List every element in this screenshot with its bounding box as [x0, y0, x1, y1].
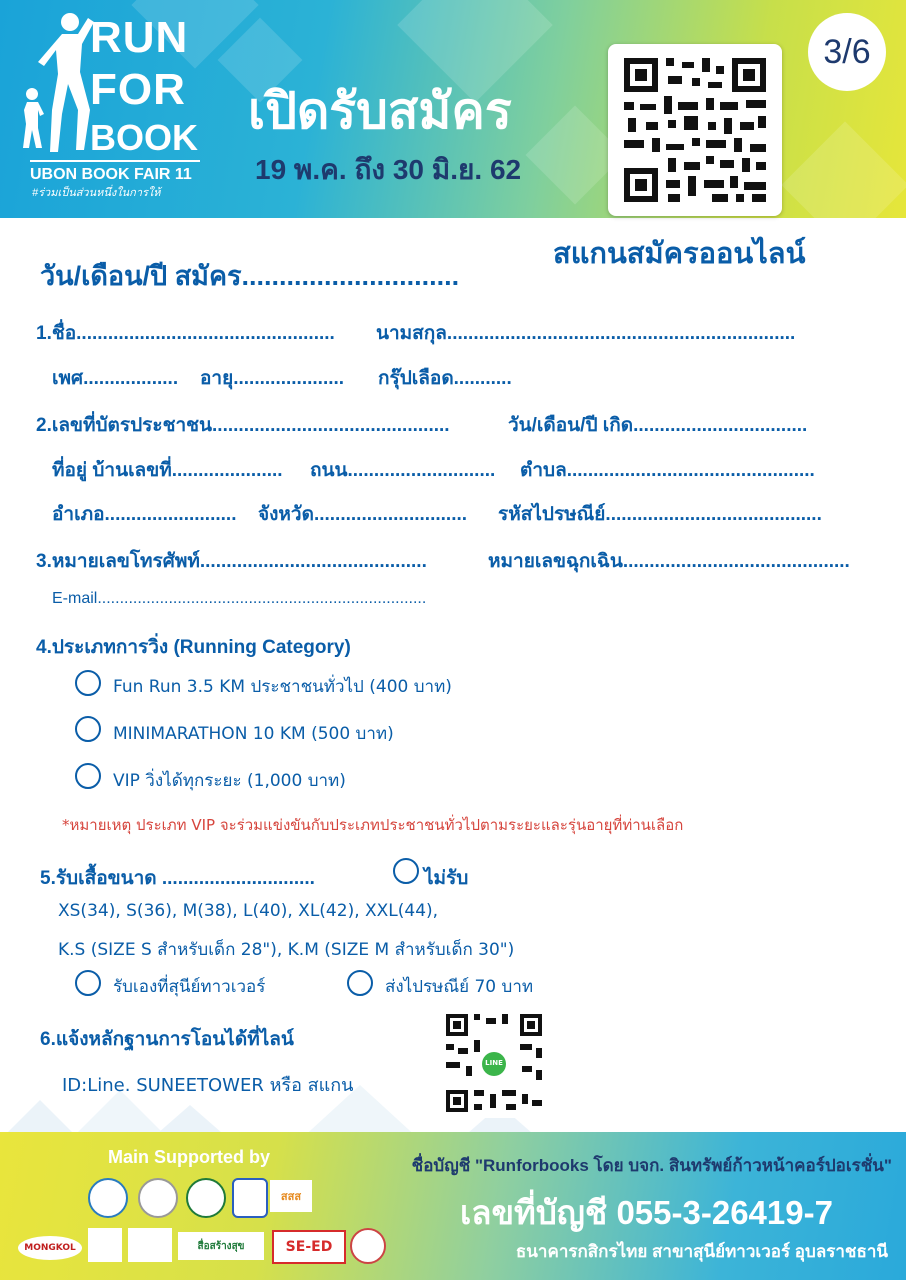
transfer-proof-title: 6.แจ้งหลักฐานการโอนได้ที่ไลน์	[40, 1029, 294, 1050]
postcode-field: รหัสไปรษณีย์.........................................	[498, 504, 822, 525]
sponsor-logo-4	[232, 1178, 268, 1218]
sponsor-logo-se-ed: SE-ED	[272, 1230, 346, 1264]
logo-divider	[30, 160, 200, 162]
sponsor-logo-sss: สสส	[270, 1180, 312, 1212]
kids-sizes-text: K.S (SIZE S สำหรับเด็ก 28"), K.M (SIZE M สำหรับเด็ก 30")	[58, 940, 515, 960]
online-registration-qr-code[interactable]	[608, 44, 782, 216]
page-number-badge: 3/6	[808, 13, 886, 91]
sponsor-logo-2	[138, 1178, 178, 1218]
no-shirt-radio[interactable]	[393, 858, 419, 884]
sponsor-logo-3	[186, 1178, 226, 1218]
sponsor-logo-7	[350, 1228, 386, 1264]
fun-run-label: Fun Run 3.5 KM ประชาชนทั่วไป (400 บาท)	[113, 677, 452, 697]
district-field: อำเภอ.........................	[52, 504, 237, 525]
sponsor-logo-mongkol: MONGKOL	[18, 1236, 82, 1260]
sponsor-logo-1	[88, 1178, 128, 1218]
email-field: E-mail..........................................................................	[52, 590, 427, 607]
supported-by-title: Main Supported by	[108, 1147, 270, 1167]
page-title: เปิดรับสมัคร	[248, 83, 512, 139]
post-delivery-label: ส่งไปรษณีย์ 70 บาท	[385, 977, 534, 997]
vip-note: *หมายเหตุ ประเภท VIP จะร่วมแข่งขันกับประเภทประชาชนทั่วไปตามระยะและรุ่นอายุที่ท่านเลือก	[62, 816, 684, 834]
no-shirt-label: ไม่รับ	[424, 868, 469, 889]
account-name: ชื่อบัญชี "Runforbooks โดย บจก. สินทรัพย์ก้าวหน้าคอร์ปอเรชั่น"	[411, 1156, 892, 1175]
vip-radio[interactable]	[75, 763, 101, 789]
minimarathon-radio[interactable]	[75, 716, 101, 742]
shirt-size-field: 5.รับเสื้อขนาด .............................	[40, 868, 315, 889]
minimarathon-label: MINIMARATHON 10 KM (500 บาท)	[113, 724, 394, 744]
sponsor-logo-health: สื่อสร้างสุข	[178, 1232, 264, 1260]
running-category-title: 4.ประเภทการวิ่ง (Running Category)	[36, 637, 351, 658]
bank-branch: ธนาคารกสิกรไทย สาขาสุนีย์ทาวเวอร์ อุบลราชธานี	[515, 1242, 888, 1261]
qr-code-icon	[608, 44, 782, 216]
account-number: เลขที่บัญชี 055-3-26419-7	[460, 1194, 833, 1231]
road-field: ถนน............................	[310, 460, 496, 481]
subdistrict-field: ตำบล...............................................	[520, 460, 815, 481]
scan-online-label: สแกนสมัครออนไลน์	[553, 238, 806, 270]
logo-hashtag: #ร่วมเป็นส่วนหนึ่งในการให้	[32, 187, 161, 199]
gender-field: เพศ..................	[52, 368, 179, 389]
phone-field: 3.หมายเลขโทรศัพท์...........................................	[36, 551, 427, 572]
age-field: อายุ.....................	[200, 368, 345, 389]
surname-field: นามสกุล..................................................................	[376, 323, 796, 344]
sponsor-logo-6	[128, 1228, 172, 1262]
registration-date-field: วัน/เดือน/ปี สมัคร.............................	[40, 261, 460, 291]
province-field: จังหวัด.............................	[258, 504, 468, 525]
logo-fair-name: UBON BOOK FAIR 11	[30, 166, 192, 183]
pickup-label: รับเองที่สุนีย์ทาวเวอร์	[113, 977, 266, 997]
registration-period: 19 พ.ค. ถึง 30 มิ.ย. 62	[255, 154, 522, 185]
first-name-field: 1.ชื่อ.................................................	[36, 323, 335, 344]
shirt-sizes-text: XS(34), S(36), M(38), L(40), XL(42), XXL(44),	[58, 901, 439, 921]
line-badge: LINE	[485, 1059, 503, 1067]
pickup-radio[interactable]	[75, 970, 101, 996]
birth-date-field: วัน/เดือน/ปี เกิด.................................	[508, 415, 808, 436]
house-number-field: ที่อยู่ บ้านเลขที่.....................	[52, 460, 283, 481]
line-qr-code[interactable]	[428, 1010, 558, 1118]
line-id-text: ID:Line. SUNEETOWER หรือ สแกน	[62, 1075, 354, 1096]
id-card-field: 2.เลขที่บัตรประชาชน.............................................	[36, 415, 450, 436]
vip-label: VIP วิ่งได้ทุกระยะ (1,000 บาท)	[113, 771, 346, 791]
logo-for: FOR	[90, 65, 186, 114]
logo-book: BOOK	[90, 117, 198, 158]
emergency-phone-field: หมายเลขฉุกเฉิน...........................................	[488, 551, 850, 572]
post-delivery-radio[interactable]	[347, 970, 373, 996]
blood-group-field: กรุ๊ปเลือด...........	[378, 368, 512, 389]
sponsor-logo-5	[88, 1228, 122, 1262]
logo-run: RUN	[90, 13, 189, 62]
fun-run-radio[interactable]	[75, 670, 101, 696]
runner-silhouette-icon	[18, 10, 100, 160]
